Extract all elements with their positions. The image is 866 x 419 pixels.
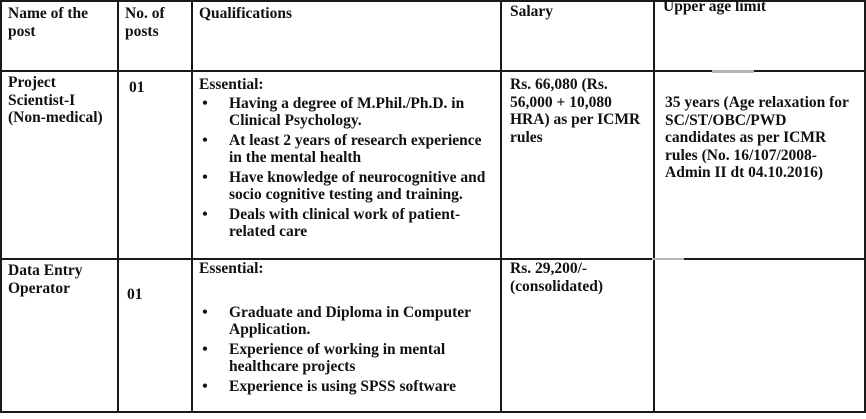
header-salary: Salary <box>501 1 654 71</box>
age-limit-cell: 35 years (Age relaxation for SC/ST/OBC/PWD candidates as per ICMR rules (No. 16/107/2008-Admin II dt 04.10.2016) <box>654 71 865 259</box>
table-row <box>1 71 865 259</box>
header-qualifications: Qualifications <box>192 1 501 71</box>
bullet-icon: • <box>202 340 208 358</box>
qualifications-list <box>199 95 496 241</box>
bullet-icon: • <box>202 94 208 112</box>
list-item: • Graduate and Diploma in Computer Application. <box>199 304 496 339</box>
qualifications-cell <box>192 259 501 412</box>
table-header-row <box>1 1 865 71</box>
qualifications-heading: Essential: <box>199 76 264 93</box>
header-posts: No. of posts <box>118 1 192 71</box>
bullet-icon: • <box>202 303 208 321</box>
list-item: • At least 2 years of research experience in the mental health <box>199 132 496 167</box>
qualifications-heading: Essential: <box>199 260 264 277</box>
bullet-icon: • <box>202 168 208 186</box>
bullet-icon: • <box>202 377 208 395</box>
posts-count-cell: 01 <box>118 259 192 412</box>
salary-cell: Rs. 66,080 (Rs. 56,000 + 10,080 HRA) as per ICMR rules <box>501 71 654 259</box>
list-item: • Having a degree of M.Phil./Ph.D. in Clinical Psychology. <box>199 95 496 130</box>
scan-artifact <box>652 258 684 260</box>
list-item: • Experience is using SPSS software <box>199 378 496 396</box>
bullet-icon: • <box>202 131 208 149</box>
posts-count-cell: 01 <box>118 71 192 259</box>
header-age: Upper age limit <box>654 1 865 71</box>
age-limit-cell <box>654 259 865 412</box>
scan-artifact <box>712 70 754 73</box>
table-row <box>1 259 865 412</box>
qualifications-list <box>199 304 496 396</box>
bullet-icon: • <box>202 205 208 223</box>
list-item: • Have knowledge of neurocognitive and socio cognitive testing and training. <box>199 169 496 204</box>
header-name: Name of the post <box>1 1 118 71</box>
qualifications-cell <box>192 71 501 259</box>
post-name-cell: Data Entry Operator <box>1 259 118 412</box>
list-item: • Experience of working in mental healthcare projects <box>199 341 496 376</box>
list-item: • Deals with clinical work of patient-related care <box>199 206 496 241</box>
salary-cell: Rs. 29,200/- (consolidated) <box>501 259 654 412</box>
post-name-cell: Project Scientist-I (Non-medical) <box>1 71 118 259</box>
